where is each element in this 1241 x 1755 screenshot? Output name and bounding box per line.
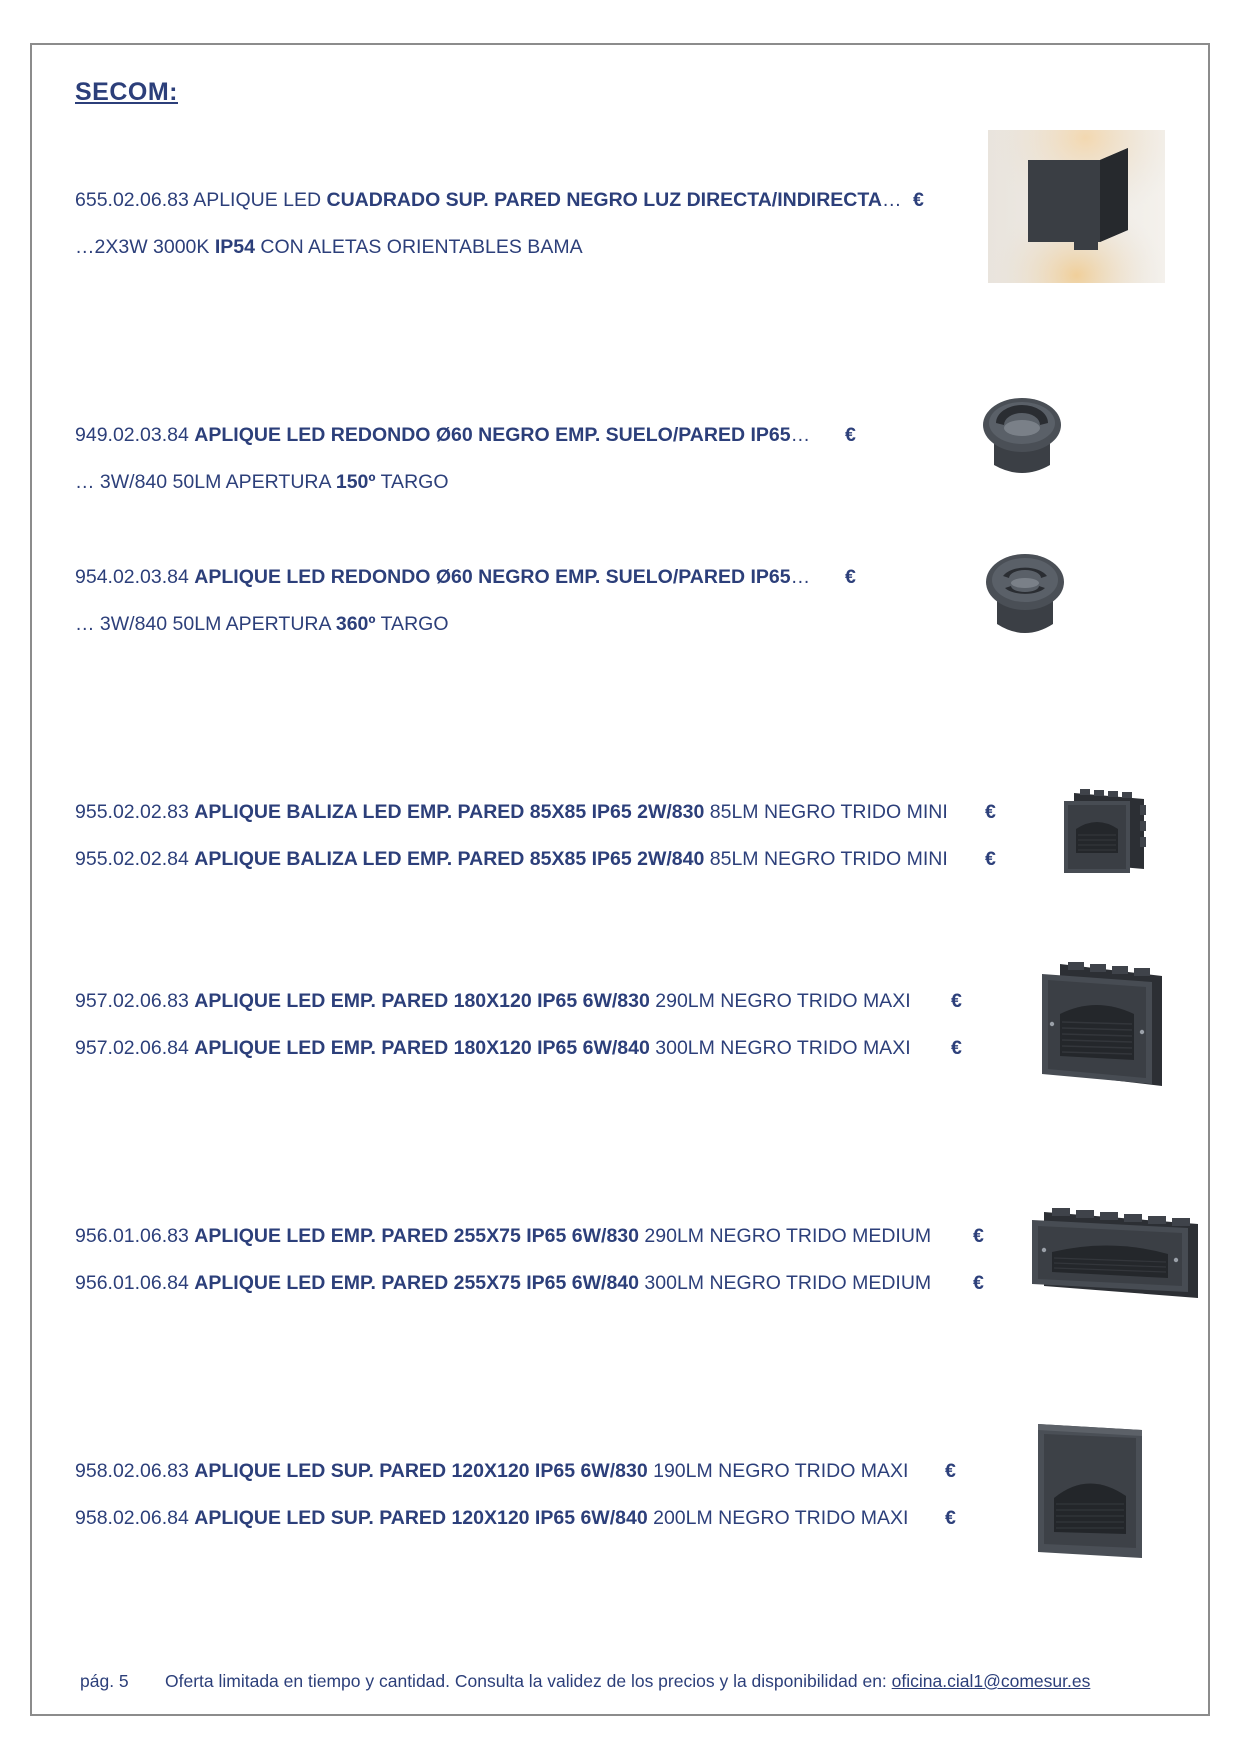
rect-step-light-maxi-icon	[1040, 962, 1168, 1089]
price-currency: €	[973, 1272, 984, 1294]
product-desc: APLIQUE LED	[193, 189, 322, 211]
product-desc-bold: APLIQUE LED EMP. PARED 255X75 IP65 6W/830	[194, 1225, 639, 1247]
price-currency: €	[945, 1507, 956, 1529]
page-title: SECOM:	[75, 78, 178, 106]
product-desc-tail: 300LM NEGRO TRIDO MAXI	[655, 1037, 911, 1059]
product-desc: … 3W/840 50LM APERTURA	[75, 471, 331, 493]
product-code: 949.02.03.84	[75, 424, 189, 446]
product-desc-tail: …	[881, 189, 902, 211]
product-code: 957.02.06.84	[75, 1037, 189, 1059]
product-desc-tail: 200LM NEGRO TRIDO MAXI	[653, 1507, 909, 1529]
price-currency: €	[985, 801, 996, 823]
product-desc-bold: APLIQUE LED EMP. PARED 180X120 IP65 6W/830	[194, 990, 650, 1012]
product-desc-tail: 290LM NEGRO TRIDO MEDIUM	[644, 1225, 932, 1247]
product-desc-bold: APLIQUE LED EMP. PARED 255X75 IP65 6W/840	[194, 1272, 639, 1294]
product-desc-tail: …	[790, 424, 811, 446]
product-line-955-02-02-84	[75, 847, 948, 871]
square-step-light-mini-icon	[1060, 785, 1150, 877]
price-currency: €	[845, 566, 856, 588]
product-code: 956.01.06.84	[75, 1272, 189, 1294]
product-code: 957.02.06.83	[75, 990, 189, 1012]
product-line-949-02-03-84	[75, 423, 810, 447]
product-desc-tail: …	[790, 566, 811, 588]
product-code: 954.02.03.84	[75, 566, 189, 588]
product-desc: CON ALETAS ORIENTABLES BAMA	[260, 236, 583, 258]
product-desc-tail: 85LM NEGRO TRIDO MINI	[709, 801, 948, 823]
product-desc-bold: APLIQUE LED REDONDO Ø60 NEGRO EMP. SUELO/PARED IP65	[194, 424, 791, 446]
price-currency: €	[951, 1037, 962, 1059]
page-number: pág. 5	[80, 1671, 129, 1691]
product-desc-bold: 150º	[335, 471, 376, 493]
product-desc-bold: APLIQUE LED SUP. PARED 120X120 IP65 6W/840	[194, 1507, 648, 1529]
footer-text	[165, 1670, 1090, 1692]
product-desc-bold: CUADRADO SUP. PARED NEGRO LUZ DIRECTA/INDIRECTA	[326, 189, 882, 211]
product-desc-tail: 85LM NEGRO TRIDO MINI	[709, 848, 948, 870]
product-desc-bold: APLIQUE LED REDONDO Ø60 NEGRO EMP. SUELO/PARED IP65	[194, 566, 791, 588]
price-currency: €	[845, 424, 856, 446]
round-recessed-light-double-icon	[985, 548, 1065, 642]
product-code: 955.02.02.84	[75, 848, 189, 870]
product-desc: … 3W/840 50LM APERTURA	[75, 613, 331, 635]
product-code: 958.02.06.84	[75, 1507, 189, 1529]
product-line-954-02-03-84	[75, 565, 810, 589]
product-line-cont	[75, 470, 448, 494]
product-line-955-02-02-83	[75, 800, 948, 824]
product-code: 956.01.06.83	[75, 1225, 189, 1247]
cube-wall-light-icon	[988, 130, 1165, 283]
product-line-958-02-06-84	[75, 1506, 908, 1530]
product-line-cont	[75, 235, 583, 259]
product-desc-bold: IP54	[214, 236, 255, 258]
product-desc-bold: APLIQUE BALIZA LED EMP. PARED 85X85 IP65 2W/830	[194, 801, 705, 823]
price-currency: €	[973, 1225, 984, 1247]
product-desc-bold: APLIQUE LED EMP. PARED 180X120 IP65 6W/840	[194, 1037, 650, 1059]
product-line-957-02-06-84	[75, 1036, 911, 1060]
square-surface-step-light-icon	[1030, 1420, 1150, 1560]
product-code: 955.02.02.83	[75, 801, 189, 823]
product-line-958-02-06-83	[75, 1459, 908, 1483]
product-desc-bold: APLIQUE BALIZA LED EMP. PARED 85X85 IP65 2W/840	[194, 848, 705, 870]
long-step-light-medium-icon	[1030, 1208, 1202, 1300]
product-line-956-01-06-83	[75, 1224, 931, 1248]
product-line-cont	[75, 612, 448, 636]
product-desc: TARGO	[380, 471, 449, 493]
footer-email-link[interactable]: oficina.cial1@comesur.es	[891, 1671, 1091, 1691]
product-desc-tail: 300LM NEGRO TRIDO MEDIUM	[644, 1272, 932, 1294]
product-desc-tail: 290LM NEGRO TRIDO MAXI	[655, 990, 911, 1012]
price-currency: €	[913, 189, 924, 211]
product-desc: TARGO	[380, 613, 449, 635]
product-desc-bold: APLIQUE LED SUP. PARED 120X120 IP65 6W/830	[194, 1460, 648, 1482]
product-line-655-02-06-83	[75, 188, 901, 212]
price-currency: €	[985, 848, 996, 870]
product-code: 655.02.06.83	[75, 189, 189, 211]
product-desc-bold: 360º	[335, 613, 376, 635]
product-code: 958.02.06.83	[75, 1460, 189, 1482]
product-line-957-02-06-83	[75, 989, 911, 1013]
price-currency: €	[945, 1460, 956, 1482]
product-desc: …2X3W 3000K	[75, 236, 210, 258]
price-currency: €	[951, 990, 962, 1012]
round-recessed-light-single-icon	[982, 395, 1062, 481]
product-line-956-01-06-84	[75, 1271, 931, 1295]
footer-disclaimer: Oferta limitada en tiempo y cantidad. Consulta la validez de los precios y la disponibilidad en:	[165, 1671, 887, 1691]
product-desc-tail: 190LM NEGRO TRIDO MAXI	[653, 1460, 909, 1482]
